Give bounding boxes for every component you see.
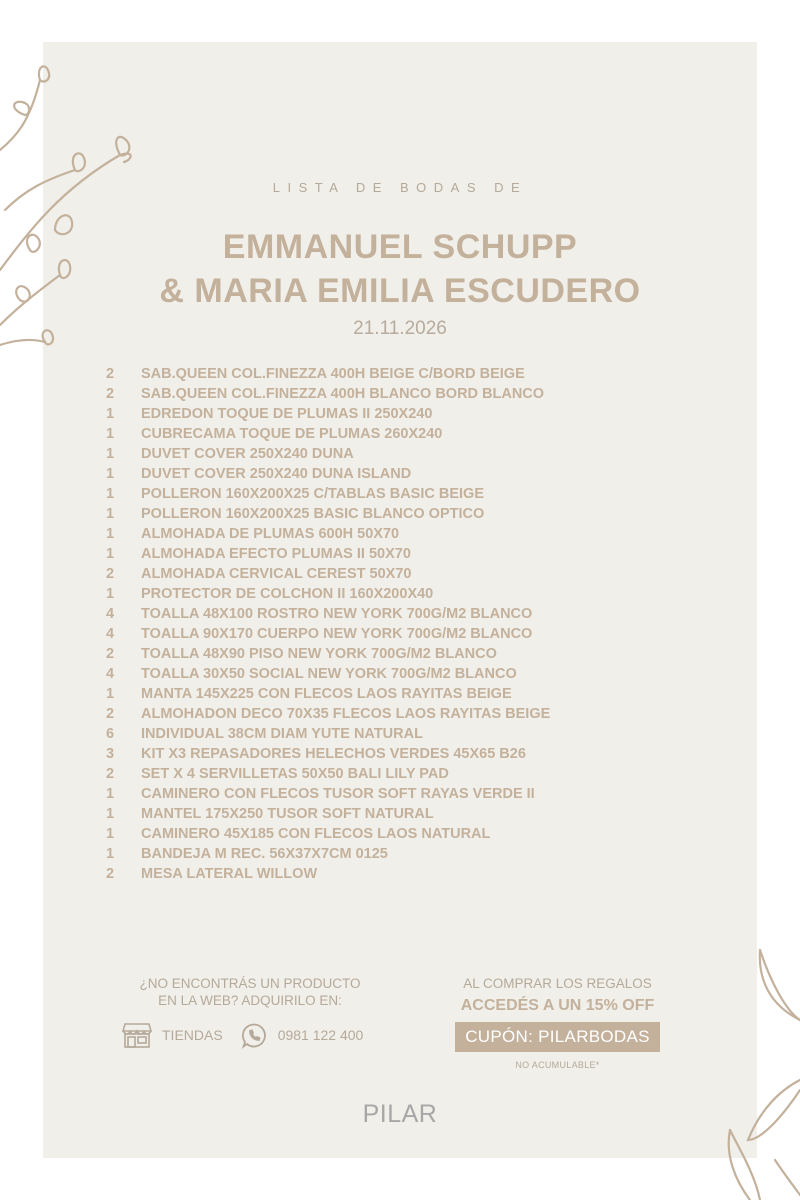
list-item xyxy=(106,604,550,624)
item-description: MANTA 145X225 CON FLECOS LAOS RAYITAS BEIGE xyxy=(141,686,512,702)
item-quantity: 1 xyxy=(106,806,115,822)
list-item xyxy=(106,484,550,504)
item-description: CUBRECAMA TOQUE DE PLUMAS 260X240 xyxy=(141,426,443,442)
item-description: INDIVIDUAL 38CM DIAM YUTE NATURAL xyxy=(141,726,423,742)
list-item xyxy=(106,524,550,544)
item-description: SAB.QUEEN COL.FINEZZA 400H BLANCO BORD BLANCO xyxy=(141,386,545,402)
list-item xyxy=(106,844,550,864)
promo-line-1: AL COMPRAR LOS REGALOS xyxy=(463,976,652,991)
item-quantity: 1 xyxy=(106,506,115,522)
item-quantity: 1 xyxy=(106,826,115,842)
item-quantity: 2 xyxy=(106,706,115,722)
item-description: TOALLA 48X90 PISO NEW YORK 700G/M2 BLANCO xyxy=(141,646,497,662)
store-info-line-1: ¿NO ENCONTRÁS UN PRODUCTO xyxy=(139,976,361,991)
list-item xyxy=(106,684,550,704)
list-item xyxy=(106,724,550,744)
whatsapp-icon xyxy=(241,1022,268,1049)
item-quantity: 2 xyxy=(106,766,115,782)
item-description: ALMOHADA DE PLUMAS 600H 50X70 xyxy=(141,526,400,542)
gift-list xyxy=(106,364,550,884)
item-description: PROTECTOR DE COLCHON II 160X200X40 xyxy=(141,586,434,602)
promo-note: NO ACUMULABLE* xyxy=(515,1060,600,1070)
item-description: ALMOHADA CERVICAL CEREST 50X70 xyxy=(141,566,412,582)
store-info xyxy=(110,975,390,1009)
item-quantity: 2 xyxy=(106,366,115,382)
list-item xyxy=(106,444,550,464)
item-quantity: 2 xyxy=(106,866,115,882)
list-item xyxy=(106,404,550,424)
item-description: TOALLA 48X100 ROSTRO NEW YORK 700G/M2 BLANCO xyxy=(141,606,533,622)
item-quantity: 3 xyxy=(106,746,115,762)
list-item xyxy=(106,384,550,404)
promo-line-2: ACCEDÉS A UN 15% OFF xyxy=(460,997,655,1014)
promo-block xyxy=(430,975,685,1070)
item-quantity: 1 xyxy=(106,546,115,562)
list-item xyxy=(106,544,550,564)
wedding-date: 21.11.2026 xyxy=(353,318,447,339)
list-item xyxy=(106,464,550,484)
store-icon xyxy=(122,1021,152,1049)
list-subtitle: LISTA DE BODAS DE xyxy=(272,180,528,195)
coupon-badge: CUPÓN: PILARBODAS xyxy=(455,1022,660,1052)
couple-name-2: & MARIA EMILIA ESCUDERO xyxy=(159,272,641,310)
list-item xyxy=(106,744,550,764)
item-quantity: 4 xyxy=(106,666,115,682)
item-description: EDREDON TOQUE DE PLUMAS II 250X240 xyxy=(141,406,433,422)
item-quantity: 2 xyxy=(106,646,115,662)
item-quantity: 4 xyxy=(106,606,115,622)
item-quantity: 1 xyxy=(106,466,115,482)
item-quantity: 1 xyxy=(106,846,115,862)
item-description: DUVET COVER 250X240 DUNA xyxy=(141,446,354,462)
item-description: CAMINERO 45X185 CON FLECOS LAOS NATURAL xyxy=(141,826,491,842)
item-quantity: 6 xyxy=(106,726,115,742)
item-description: POLLERON 160X200X25 C/TABLAS BASIC BEIGE xyxy=(141,486,484,502)
stores-label: TIENDAS xyxy=(162,1027,223,1043)
item-quantity: 2 xyxy=(106,566,115,582)
leaf-decoration-bottom xyxy=(700,940,800,1200)
item-description: MANTEL 175X250 TUSOR SOFT NATURAL xyxy=(141,806,434,822)
list-item xyxy=(106,704,550,724)
contact-row xyxy=(122,1020,363,1050)
list-item xyxy=(106,784,550,804)
list-item xyxy=(106,364,550,384)
item-description: TOALLA 90X170 CUERPO NEW YORK 700G/M2 BLANCO xyxy=(141,626,533,642)
item-description: ALMOHADON DECO 70X35 FLECOS LAOS RAYITAS BEIGE xyxy=(141,706,551,722)
item-description: POLLERON 160X200X25 BASIC BLANCO OPTICO xyxy=(141,506,485,522)
item-description: SET X 4 SERVILLETAS 50X50 BALI LILY PAD xyxy=(141,766,449,782)
item-quantity: 1 xyxy=(106,686,115,702)
list-item xyxy=(106,664,550,684)
item-description: CAMINERO CON FLECOS TUSOR SOFT RAYAS VERDE II xyxy=(141,786,535,802)
store-info-line-2: EN LA WEB? ADQUIRILO EN: xyxy=(158,993,342,1008)
list-item xyxy=(106,804,550,824)
item-description: SAB.QUEEN COL.FINEZZA 400H BEIGE C/BORD BEIGE xyxy=(141,366,525,382)
phone-number: 0981 122 400 xyxy=(277,1027,364,1043)
item-quantity: 1 xyxy=(106,586,115,602)
item-quantity: 1 xyxy=(106,526,115,542)
item-description: ALMOHADA EFECTO PLUMAS II 50X70 xyxy=(141,546,411,562)
list-item xyxy=(106,864,550,884)
item-description: DUVET COVER 250X240 DUNA ISLAND xyxy=(141,466,412,482)
list-item xyxy=(106,424,550,444)
list-item xyxy=(106,644,550,664)
list-item xyxy=(106,824,550,844)
item-quantity: 1 xyxy=(106,426,115,442)
list-item xyxy=(106,764,550,784)
item-quantity: 1 xyxy=(106,786,115,802)
list-item xyxy=(106,624,550,644)
item-quantity: 1 xyxy=(106,406,115,422)
list-item xyxy=(106,584,550,604)
couple-name-1: EMMANUEL SCHUPP xyxy=(222,228,578,266)
item-description: KIT X3 REPASADORES HELECHOS VERDES 45X65 B26 xyxy=(141,746,526,762)
item-quantity: 1 xyxy=(106,446,115,462)
item-quantity: 1 xyxy=(106,486,115,502)
brand-logo: PILAR xyxy=(362,1100,438,1128)
list-item xyxy=(106,504,550,524)
item-description: BANDEJA M REC. 56X37X7CM 0125 xyxy=(141,846,388,862)
item-quantity: 2 xyxy=(106,386,115,402)
leaf-branch-decoration xyxy=(0,60,140,360)
item-quantity: 4 xyxy=(106,626,115,642)
list-item xyxy=(106,564,550,584)
item-description: TOALLA 30X50 SOCIAL NEW YORK 700G/M2 BLANCO xyxy=(141,666,517,682)
item-description: MESA LATERAL WILLOW xyxy=(141,866,318,882)
